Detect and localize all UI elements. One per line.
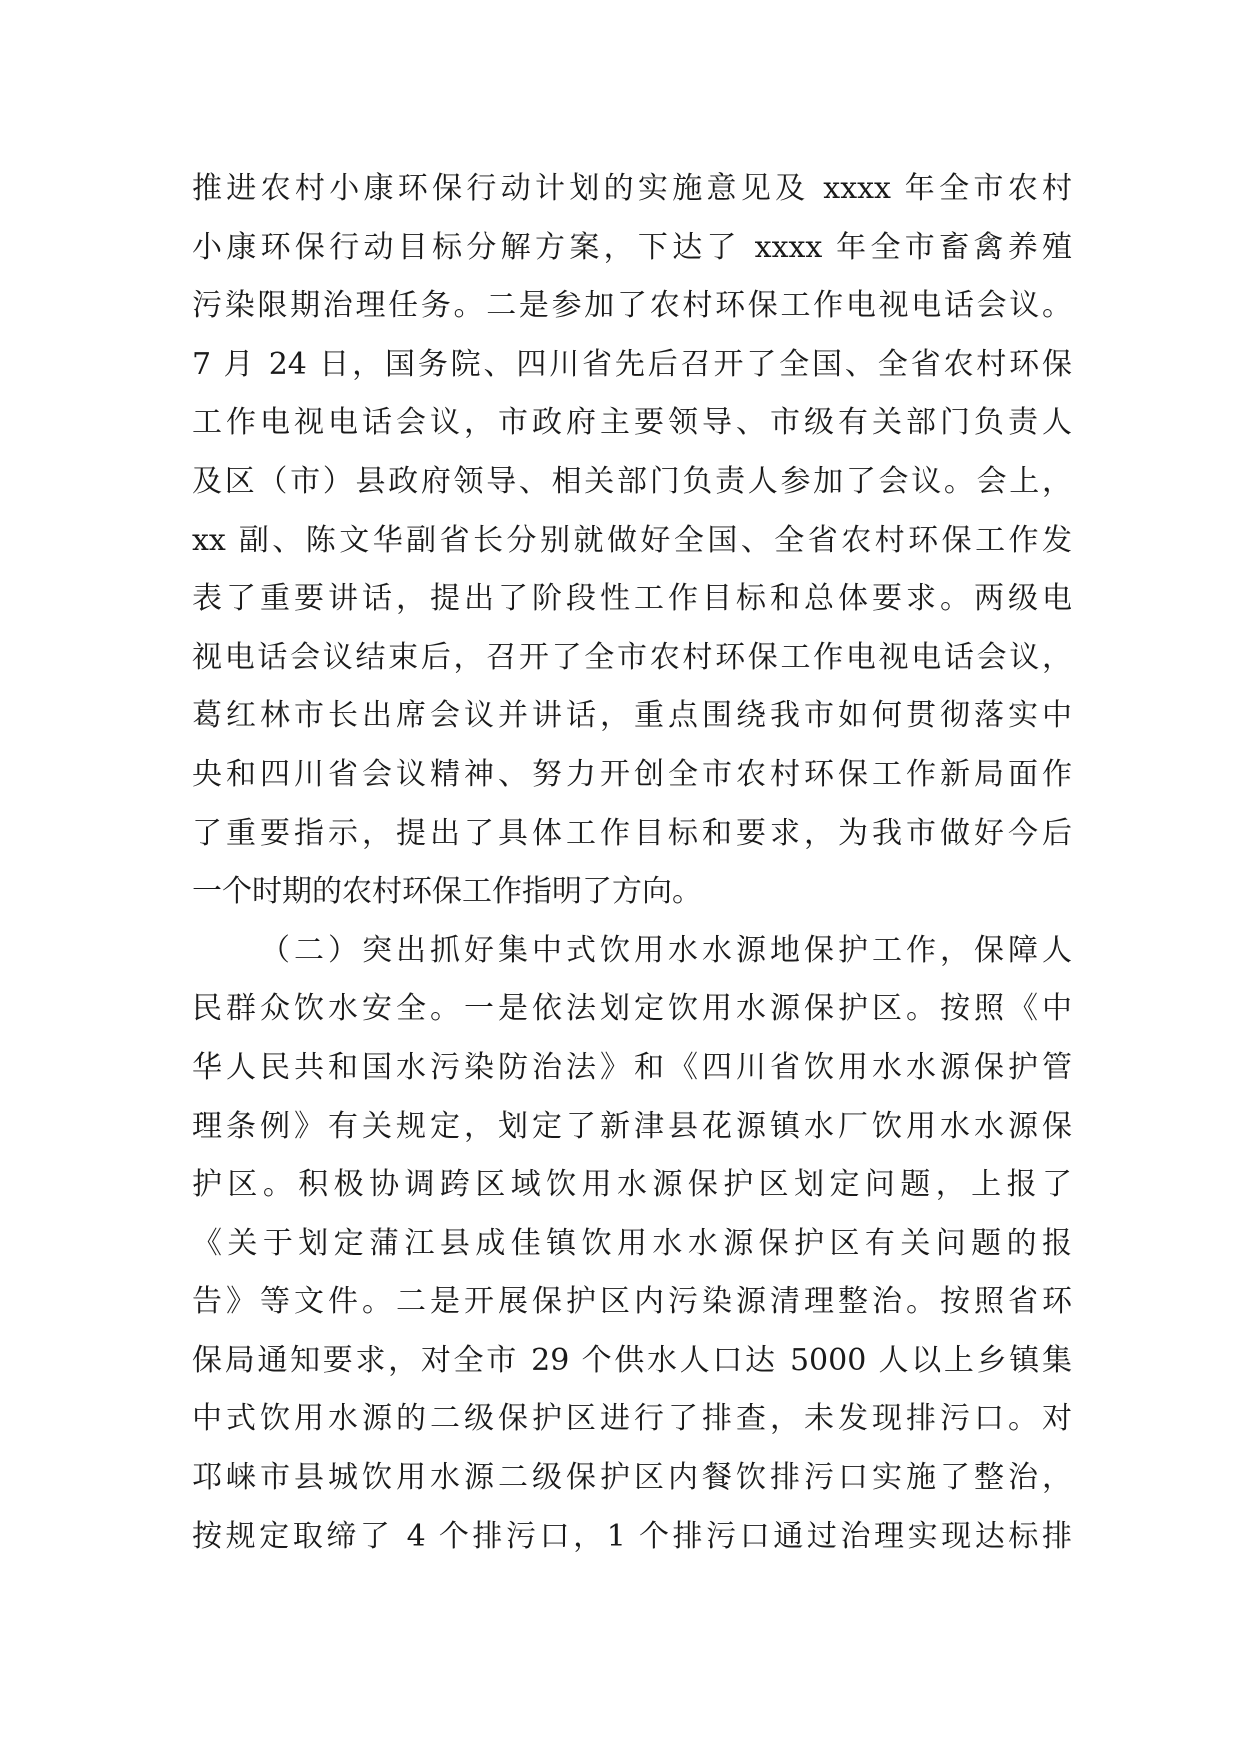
text-line: 葛红林市长出席会议并讲话，重点围绕我市如何贯彻落实中 <box>192 698 1072 734</box>
text-line: 告》等文件。二是开展保护区内污染源清理整治。按照省环 <box>192 1284 1072 1320</box>
paragraph-1 <box>192 160 1072 922</box>
text-line: 小康环保行动目标分解方案，下达了 xxxx 年全市畜禽养殖 <box>192 229 1072 265</box>
text-line: 按规定取缔了 4 个排污口，1 个排污口通过治理实现达标排 <box>192 1518 1072 1554</box>
text-line: 护区。积极协调跨区域饮用水源保护区划定问题，上报了 <box>192 1167 1072 1203</box>
text-line: 推进农村小康环保行动计划的实施意见及 xxxx 年全市农村 <box>192 171 1072 206</box>
text-line: 保局通知要求，对全市 29 个供水人口达 5000 人以上乡镇集 <box>192 1342 1072 1378</box>
text-line: xx 副、陈文华副省长分别就做好全国、全省农村环保工作发 <box>192 522 1072 558</box>
paragraph-2 <box>192 922 1072 1567</box>
text-line: 了重要指示，提出了具体工作目标和要求，为我市做好今后 <box>192 815 1072 851</box>
text-line: 表了重要讲话，提出了阶段性工作目标和总体要求。两级电 <box>192 581 1072 617</box>
text-line: 中式饮用水源的二级保护区进行了排查，未发现排污口。对 <box>192 1401 1072 1437</box>
text-line: 《关于划定蒲江县成佳镇饮用水水源保护区有关问题的报 <box>192 1225 1072 1261</box>
text-line: 华人民共和国水污染防治法》和《四川省饮用水水源保护管 <box>192 1049 1072 1085</box>
text-line: 及区（市）县政府领导、相关部门负责人参加了会议。会上， <box>192 463 1072 499</box>
text-line: 视电话会议结束后，召开了全市农村环保工作电视电话会议， <box>192 639 1072 675</box>
text-line: 7 月 24 日，国务院、四川省先后召开了全国、全省农村环保 <box>192 346 1072 382</box>
text-line: （二）突出抓好集中式饮用水水源地保护工作，保障人 <box>260 932 1072 968</box>
text-line: 理条例》有关规定，划定了新津县花源镇水厂饮用水水源保 <box>192 1108 1072 1144</box>
text-line: 污染限期治理任务。二是参加了农村环保工作电视电话会议。 <box>192 288 1072 324</box>
body-text <box>192 160 1072 1566</box>
text-line: 邛崃市县城饮用水源二级保护区内餐饮排污口实施了整治， <box>192 1460 1072 1496</box>
text-line: 民群众饮水安全。一是依法划定饮用水源保护区。按照《中 <box>192 991 1072 1027</box>
text-line: 央和四川省会议精神、努力开创全市农村环保工作新局面作 <box>192 756 1072 792</box>
text-line: 一个时期的农村环保工作指明了方向。 <box>192 874 702 910</box>
text-line: 工作电视电话会议，市政府主要领导、市级有关部门负责人 <box>192 405 1072 441</box>
